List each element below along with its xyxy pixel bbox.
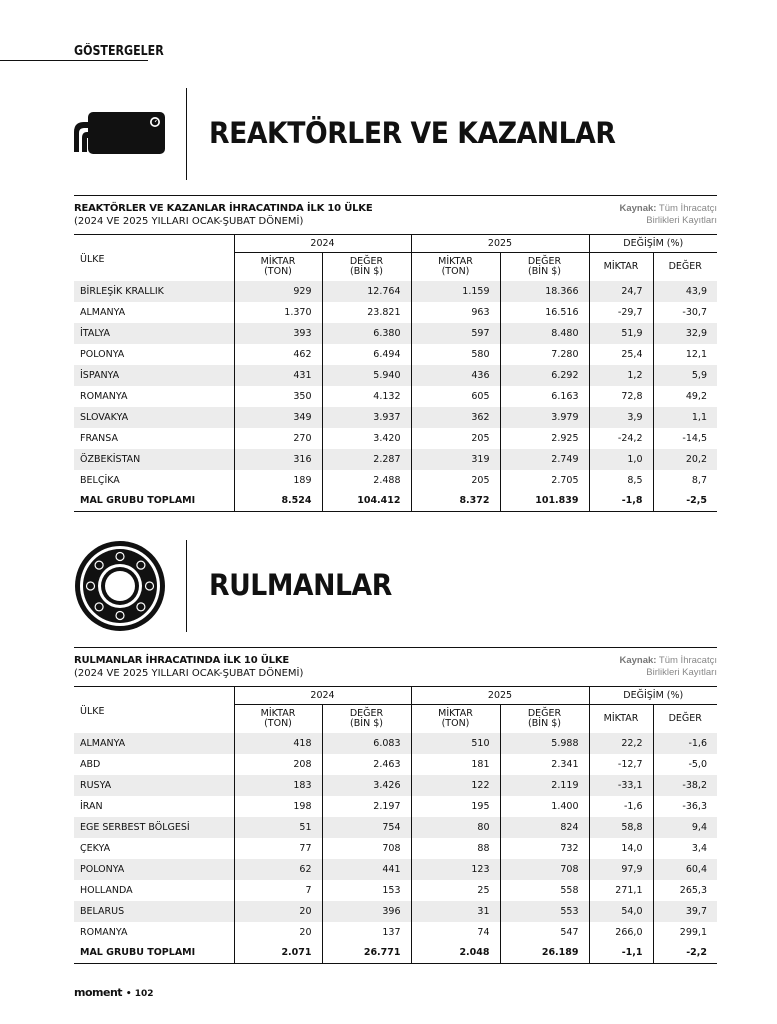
source-text: Tüm İhracatçı: [658, 203, 717, 214]
value-cell: 393: [234, 323, 322, 344]
section-divider: [186, 540, 187, 632]
source-label: Kaynak:: [619, 203, 657, 214]
table-row: [74, 796, 717, 817]
col-header-country: ÜLKE: [74, 687, 234, 733]
source-text: Tüm İhracatçı: [658, 655, 717, 666]
value-cell: 6.494: [322, 344, 411, 365]
value-cell: 2.048: [411, 943, 500, 964]
value-cell: 362: [411, 407, 500, 428]
header-text: (TON): [264, 717, 292, 729]
value-cell: 2.705: [500, 470, 589, 491]
value-cell: 2.341: [500, 754, 589, 775]
value-cell: 1,1: [653, 407, 717, 428]
col-header-change: DEĞİŞİM (%): [589, 235, 717, 253]
col-header-country: ÜLKE: [74, 235, 234, 281]
value-cell: -1,8: [589, 491, 653, 512]
value-cell: -30,7: [653, 302, 717, 323]
col-header-qty: [411, 705, 500, 733]
value-cell: 104.412: [322, 491, 411, 512]
value-cell: 547: [500, 922, 589, 943]
country-cell: FRANSA: [80, 432, 118, 444]
value-cell: 97,9: [589, 859, 653, 880]
value-cell: 23.821: [322, 302, 411, 323]
value-cell: 88: [411, 838, 500, 859]
page-footer: [74, 986, 154, 999]
value-cell: 8,5: [589, 470, 653, 491]
country-cell: MAL GRUBU TOPLAMI: [74, 943, 234, 964]
table-source: [619, 655, 717, 679]
value-cell: 3.426: [322, 775, 411, 796]
country-cell: ROMANYA: [80, 390, 128, 402]
value-cell: 137: [322, 922, 411, 943]
country-cell: İTALYA: [74, 323, 234, 344]
value-cell: 3.937: [322, 407, 411, 428]
value-cell: 605: [411, 386, 500, 407]
value-cell: 418: [234, 733, 322, 754]
header-text: DEĞER: [349, 255, 384, 267]
header-text: (BİN $): [528, 717, 561, 729]
table-total-row: [74, 943, 717, 964]
table-row: [74, 733, 717, 754]
value-cell: 1.370: [234, 302, 322, 323]
value-cell: 708: [322, 838, 411, 859]
value-cell: -2,5: [653, 491, 717, 512]
table-row: [74, 775, 717, 796]
page-number: • 102: [125, 989, 154, 999]
value-cell: -12,7: [589, 754, 653, 775]
value-cell: 396: [322, 901, 411, 922]
value-cell: 349: [234, 407, 322, 428]
ball-bearing-icon: [74, 540, 169, 632]
value-cell: 58,8: [589, 817, 653, 838]
value-cell: 14,0: [589, 838, 653, 859]
value-cell: 20,2: [653, 449, 717, 470]
value-cell: 3,4: [653, 838, 717, 859]
table-row: [74, 859, 717, 880]
country-cell: POLONYA: [74, 859, 234, 880]
value-cell: 963: [411, 302, 500, 323]
value-cell: 122: [411, 775, 500, 796]
section-bearings: [74, 540, 717, 959]
col-header-value: [322, 705, 411, 733]
source-label: Kaynak:: [619, 655, 657, 666]
value-cell: 20: [234, 901, 322, 922]
country-cell: POLONYA: [80, 348, 125, 360]
header-text: (BİN $): [350, 717, 383, 729]
value-cell: 49,2: [653, 386, 717, 407]
header-text: (TON): [441, 265, 470, 277]
value-cell: 12.764: [322, 281, 411, 302]
table-row: [74, 449, 717, 470]
value-cell: 8,7: [653, 470, 717, 491]
header-text: (TON): [264, 265, 292, 277]
value-cell: 708: [500, 859, 589, 880]
value-cell: 5.940: [322, 365, 411, 386]
col-header-qty: [411, 253, 500, 281]
table-row: [74, 922, 717, 943]
value-cell: 2.749: [500, 449, 589, 470]
value-cell: 198: [234, 796, 322, 817]
export-table: [74, 234, 717, 512]
table-row: [74, 880, 717, 901]
value-cell: 319: [411, 449, 500, 470]
value-cell: 2.488: [322, 470, 411, 491]
table-source: [619, 203, 717, 227]
value-cell: 754: [322, 817, 411, 838]
country-cell: ALMANYA: [74, 733, 234, 754]
value-cell: 6.163: [500, 386, 589, 407]
table-row: [74, 365, 717, 386]
country-cell: BİRLEŞİK KRALLIK: [74, 281, 234, 302]
country-cell: ÖZBEKİSTAN: [74, 449, 234, 470]
value-cell: -14,5: [653, 428, 717, 449]
section-title: RULMANLAR: [209, 568, 392, 602]
value-cell: 9,4: [653, 817, 717, 838]
table-subtitle: (2024 VE 2025 YILLARI OCAK-ŞUBAT DÖNEMİ): [74, 216, 304, 227]
section-heading: [74, 540, 717, 632]
value-cell: 5,9: [653, 365, 717, 386]
value-cell: 51: [234, 817, 322, 838]
section-reactors: [74, 88, 717, 507]
value-cell: 101.839: [500, 491, 589, 512]
table-title: RULMANLAR İHRACATINDA İLK 10 ÜLKE: [74, 655, 290, 666]
source-text: Birlikleri Kayıtları: [646, 215, 717, 226]
value-cell: 1,2: [589, 365, 653, 386]
col-header-change-value: DEĞER: [653, 253, 717, 281]
header-text: (TON): [441, 717, 470, 729]
value-cell: 732: [500, 838, 589, 859]
value-cell: 60,4: [653, 859, 717, 880]
value-cell: 183: [234, 775, 322, 796]
table-row: [74, 302, 717, 323]
country-cell: BELARUS: [74, 901, 234, 922]
value-cell: 153: [322, 880, 411, 901]
value-cell: -1,1: [589, 943, 653, 964]
value-cell: -33,1: [589, 775, 653, 796]
value-cell: 208: [234, 754, 322, 775]
value-cell: 8.480: [500, 323, 589, 344]
value-cell: 25,4: [589, 344, 653, 365]
value-cell: 205: [411, 470, 500, 491]
header-text: MİKTAR: [260, 707, 296, 719]
header-rule: [0, 60, 148, 61]
value-cell: 74: [411, 922, 500, 943]
boiler-icon: [74, 88, 169, 180]
table-row: [74, 754, 717, 775]
value-cell: 4.132: [322, 386, 411, 407]
header-text: (BİN $): [528, 265, 561, 277]
section-divider: [186, 88, 187, 180]
value-cell: 31: [411, 901, 500, 922]
header-text: MİKTAR: [438, 255, 473, 267]
magazine-logo: moment: [74, 986, 123, 999]
table-total-row: [74, 491, 717, 512]
col-header-value: [500, 705, 589, 733]
export-table-block: [74, 647, 717, 964]
col-header-2024: 2024: [234, 235, 411, 253]
value-cell: 51,9: [589, 323, 653, 344]
value-cell: 22,2: [589, 733, 653, 754]
value-cell: 20: [234, 922, 322, 943]
value-cell: 7.280: [500, 344, 589, 365]
value-cell: 54,0: [589, 901, 653, 922]
header-text: DEĞER: [349, 707, 384, 719]
country-cell: EGE SERBEST BÖLGESİ: [74, 817, 234, 838]
header-text: (BİN $): [350, 265, 383, 277]
table-row: [74, 344, 717, 365]
value-cell: 2.463: [322, 754, 411, 775]
value-cell: 462: [234, 344, 322, 365]
value-cell: 12,1: [653, 344, 717, 365]
value-cell: 72,8: [589, 386, 653, 407]
value-cell: 431: [234, 365, 322, 386]
value-cell: 929: [234, 281, 322, 302]
value-cell: 32,9: [653, 323, 717, 344]
country-cell: RUSYA: [74, 775, 234, 796]
country-cell: ABD: [80, 758, 101, 770]
country-cell: ÇEKYA: [80, 842, 111, 854]
value-cell: 8.372: [411, 491, 500, 512]
value-cell: 25: [411, 880, 500, 901]
section-header-label: GÖSTERGELER: [74, 44, 164, 59]
country-cell: ALMANYA: [80, 306, 126, 318]
table-row: [74, 323, 717, 344]
value-cell: -24,2: [589, 428, 653, 449]
value-cell: 2.119: [500, 775, 589, 796]
value-cell: -1,6: [589, 796, 653, 817]
table-subtitle: (2024 VE 2025 YILLARI OCAK-ŞUBAT DÖNEMİ): [74, 668, 304, 679]
value-cell: -36,3: [653, 796, 717, 817]
value-cell: 43,9: [653, 281, 717, 302]
col-header-2025: 2025: [411, 235, 589, 253]
country-cell: ROMANYA: [80, 926, 128, 938]
value-cell: 510: [411, 733, 500, 754]
table-row: [74, 407, 717, 428]
country-cell: İSPANYA: [74, 365, 234, 386]
value-cell: 195: [411, 796, 500, 817]
header-text: DEĞER: [527, 255, 562, 267]
country-cell: SLOVAKYA: [74, 407, 234, 428]
value-cell: 18.366: [500, 281, 589, 302]
value-cell: 299,1: [653, 922, 717, 943]
value-cell: 189: [234, 470, 322, 491]
value-cell: 270: [234, 428, 322, 449]
col-header-qty: [234, 253, 322, 281]
value-cell: 8.524: [234, 491, 322, 512]
value-cell: 1,0: [589, 449, 653, 470]
value-cell: 5.988: [500, 733, 589, 754]
value-cell: 350: [234, 386, 322, 407]
col-header-change-qty: MİKTAR: [589, 705, 653, 733]
table-caption: [74, 196, 717, 234]
value-cell: 77: [234, 838, 322, 859]
value-cell: 6.380: [322, 323, 411, 344]
value-cell: 2.287: [322, 449, 411, 470]
header-text: MİKTAR: [438, 707, 473, 719]
col-header-2024: 2024: [234, 687, 411, 705]
country-cell: HOLLANDA: [80, 884, 133, 896]
value-cell: -38,2: [653, 775, 717, 796]
value-cell: 266,0: [589, 922, 653, 943]
value-cell: 3.420: [322, 428, 411, 449]
table-row: [74, 428, 717, 449]
col-header-2025: 2025: [411, 687, 589, 705]
country-cell: İRAN: [80, 800, 103, 812]
value-cell: 1.400: [500, 796, 589, 817]
value-cell: 26.771: [322, 943, 411, 964]
value-cell: 7: [234, 880, 322, 901]
value-cell: 441: [322, 859, 411, 880]
value-cell: 436: [411, 365, 500, 386]
value-cell: -2,2: [653, 943, 717, 964]
value-cell: 26.189: [500, 943, 589, 964]
table-row: [74, 838, 717, 859]
value-cell: 2.197: [322, 796, 411, 817]
section-title: REAKTÖRLER VE KAZANLAR: [209, 116, 616, 150]
value-cell: -5,0: [653, 754, 717, 775]
section-heading: [74, 88, 717, 180]
value-cell: 3.979: [500, 407, 589, 428]
value-cell: 80: [411, 817, 500, 838]
value-cell: 39,7: [653, 901, 717, 922]
value-cell: 16.516: [500, 302, 589, 323]
value-cell: 62: [234, 859, 322, 880]
value-cell: 553: [500, 901, 589, 922]
table-caption: [74, 648, 717, 686]
col-header-value: [322, 253, 411, 281]
col-header-change-qty: MİKTAR: [589, 253, 653, 281]
col-header-value: [500, 253, 589, 281]
table-row: [74, 386, 717, 407]
value-cell: 6.083: [322, 733, 411, 754]
value-cell: -1,6: [653, 733, 717, 754]
header-text: DEĞER: [527, 707, 562, 719]
value-cell: 824: [500, 817, 589, 838]
value-cell: 24,7: [589, 281, 653, 302]
col-header-qty: [234, 705, 322, 733]
value-cell: 597: [411, 323, 500, 344]
table-row: [74, 470, 717, 491]
table-row: [74, 817, 717, 838]
value-cell: 3,9: [589, 407, 653, 428]
value-cell: 265,3: [653, 880, 717, 901]
value-cell: 2.925: [500, 428, 589, 449]
col-header-change-value: DEĞER: [653, 705, 717, 733]
table-row: [74, 901, 717, 922]
value-cell: 205: [411, 428, 500, 449]
export-table: [74, 686, 717, 964]
table-title: REAKTÖRLER VE KAZANLAR İHRACATINDA İLK 10 ÜLKE: [74, 203, 373, 214]
export-table-block: [74, 195, 717, 512]
col-header-change: DEĞİŞİM (%): [589, 687, 717, 705]
country-cell: MAL GRUBU TOPLAMI: [74, 491, 234, 512]
header-text: MİKTAR: [260, 255, 296, 267]
value-cell: 181: [411, 754, 500, 775]
value-cell: 271,1: [589, 880, 653, 901]
value-cell: 6.292: [500, 365, 589, 386]
value-cell: 580: [411, 344, 500, 365]
value-cell: 1.159: [411, 281, 500, 302]
value-cell: -29,7: [589, 302, 653, 323]
value-cell: 558: [500, 880, 589, 901]
value-cell: 316: [234, 449, 322, 470]
source-text: Birlikleri Kayıtları: [646, 667, 717, 678]
table-row: [74, 281, 717, 302]
value-cell: 2.071: [234, 943, 322, 964]
value-cell: 123: [411, 859, 500, 880]
country-cell: BELÇİKA: [80, 474, 120, 486]
